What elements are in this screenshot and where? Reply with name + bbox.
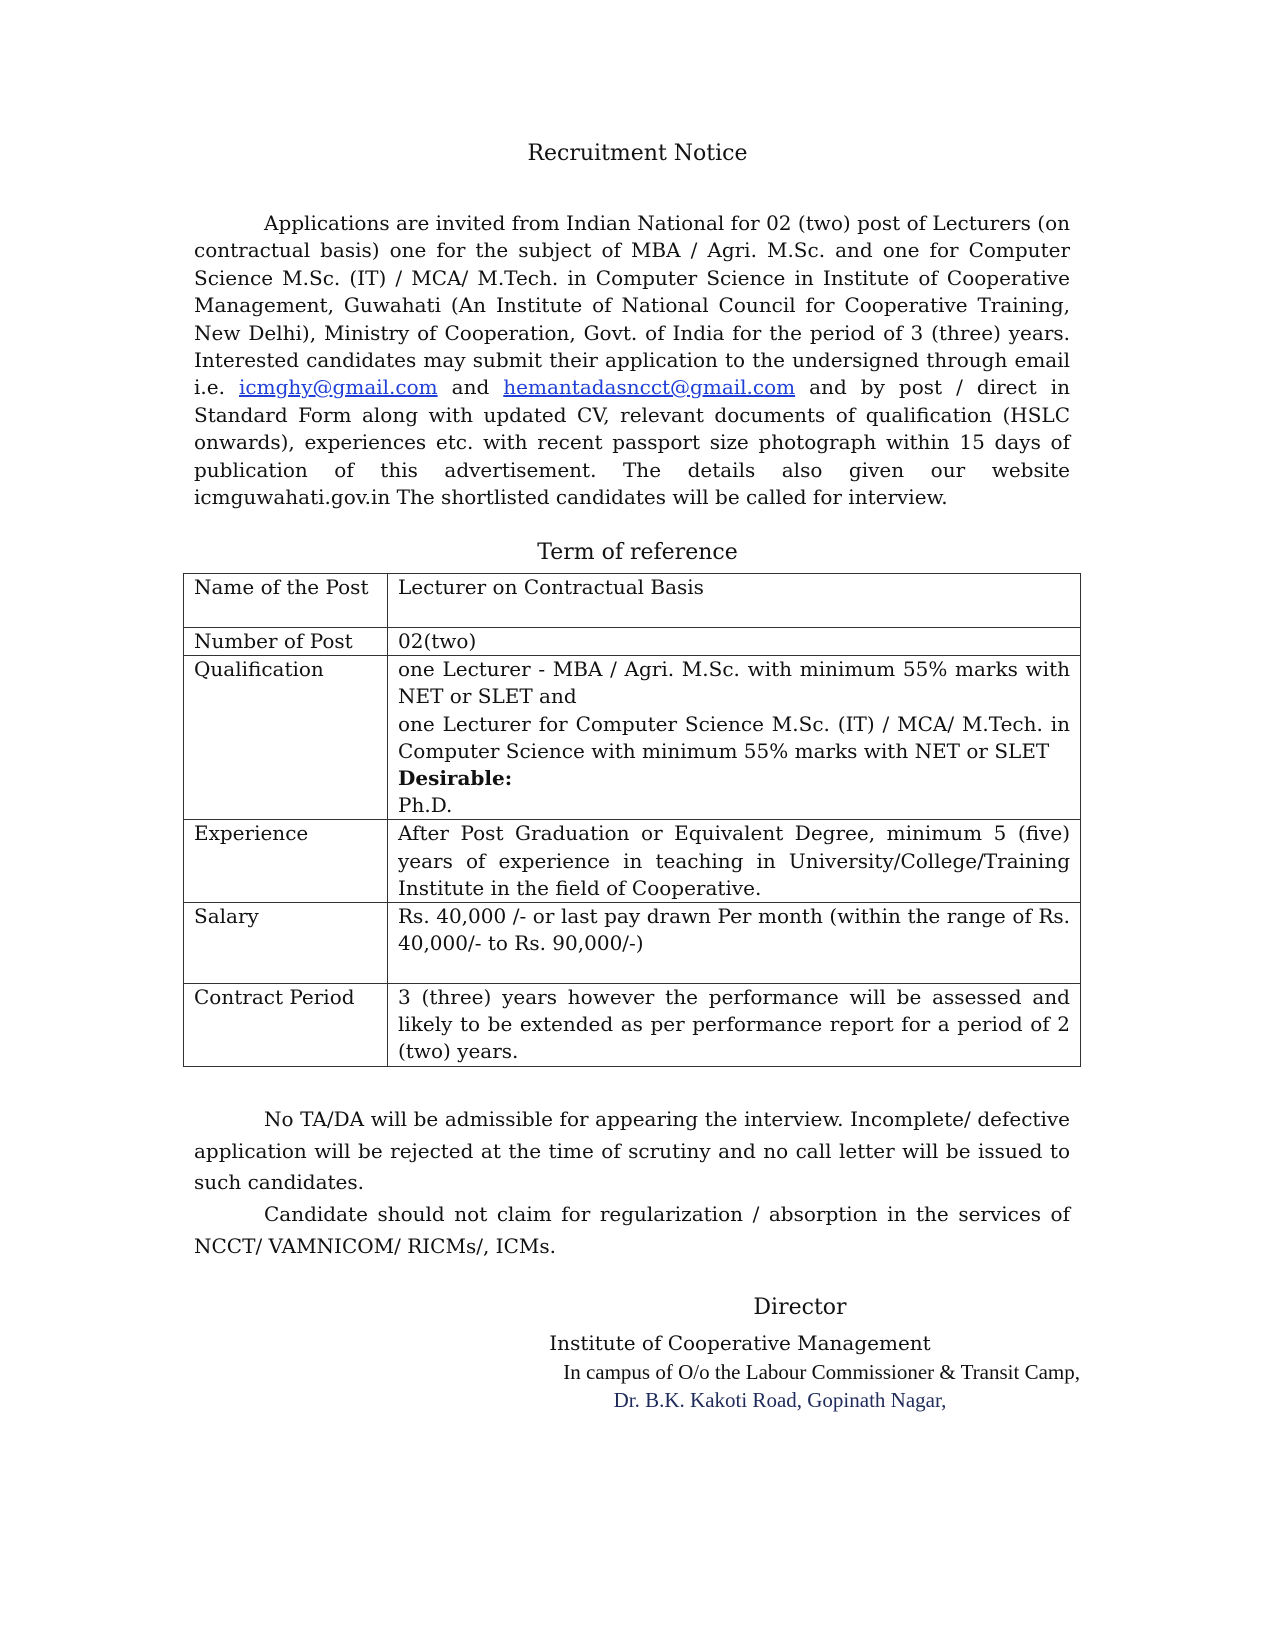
- address-line-2: Dr. B.K. Kakoti Road, Gopinath Nagar,: [613, 1388, 947, 1412]
- qualification-value: [388, 656, 1081, 820]
- note-regularization: Candidate should not claim for regularization / absorption in the services of NCCT/ VAMNICOM/ RICMs/, ICMs.: [194, 1202, 1070, 1258]
- intro-and: and: [451, 375, 490, 400]
- row-value: Rs. 40,000 /- or last pay drawn Per month (within the range of Rs. 40,000/- to Rs. 90,000/-): [388, 903, 1081, 984]
- email-link-hemantadas[interactable]: hemantadasncct@gmail.com: [503, 375, 796, 400]
- desirable-label: Desirable:: [398, 766, 513, 791]
- signatory-designation: Director: [753, 1295, 847, 1320]
- table-row-number-of-post: [184, 628, 1081, 656]
- table-row-salary: [184, 903, 1081, 984]
- table-row-name-of-post: [184, 574, 1081, 628]
- row-label: Name of the Post: [184, 574, 388, 628]
- row-label: Contract Period: [184, 984, 388, 1067]
- row-value: 3 (three) years however the performance will be assessed and likely to be extended as per performance report for a period of 2 (two) years.: [388, 984, 1081, 1067]
- note-tada: No TA/DA will be admissible for appearing the interview. Incomplete/ defective application will be rejected at the time of scrutiny and no call letter will be issued to such candidates.: [194, 1107, 1070, 1194]
- signatory-institute: Institute of Cooperative Management: [549, 1331, 931, 1355]
- table-row-experience: [184, 820, 1081, 903]
- row-value: Lecturer on Contractual Basis: [388, 574, 1081, 628]
- row-value: After Post Graduation or Equivalent Degree, minimum 5 (five) years of experience in teaching in University/College/Training Institute in the field of Cooperative.: [388, 820, 1081, 903]
- row-label: Number of Post: [184, 628, 388, 656]
- qualification-line-mba: one Lecturer - MBA / Agri. M.Sc. with minimum 55% marks with NET or SLET and: [398, 657, 1070, 709]
- terms-title: Term of reference: [537, 540, 738, 565]
- intro-text-after: and by post / direct in Standard Form along with updated CV, relevant documents of qualification (HSLC onwards), experiences etc. with recent passport size photograph within 15 days of publication of this advertisement. The details also given our website icmguwahati.gov.in The shortlisted candidates will be called for interview.: [194, 375, 1071, 510]
- row-label: Salary: [184, 903, 388, 984]
- desirable-value: Ph.D.: [398, 793, 453, 818]
- notice-title: Recruitment Notice: [527, 141, 748, 166]
- row-label: Qualification: [184, 656, 388, 820]
- qualification-line-cs: one Lecturer for Computer Science M.Sc. (IT) / MCA/ M.Tech. in Computer Science with minimum 55% marks with NET or SLET: [398, 711, 1070, 763]
- address-line-1: In campus of O/o the Labour Commissioner & Transit Camp,: [563, 1360, 1080, 1384]
- row-value: 02(two): [388, 628, 1081, 656]
- terms-table: [183, 573, 1081, 1067]
- intro-paragraph: [194, 210, 1070, 511]
- table-row-contract-period: [184, 984, 1081, 1067]
- intro-text-before: Applications are invited from Indian National for 02 (two) post of Lecturers (on contractual basis) one for the subject of MBA / Agri. M.Sc. and one for Computer Science M.Sc. (IT) / MCA/ M.Tech. in Computer Science in Institute of Cooperative Management, Guwahati (An Institute of National Council for Cooperative Training, New Delhi), Ministry of Cooperation, Govt. of India for the period of 3 (three) years. Interested candidates may submit their application to the undersigned through email i.e.: [194, 211, 1070, 400]
- row-label: Experience: [184, 820, 388, 903]
- email-link-icmghy[interactable]: icmghy@gmail.com: [239, 375, 438, 400]
- table-row-qualification: [184, 656, 1081, 820]
